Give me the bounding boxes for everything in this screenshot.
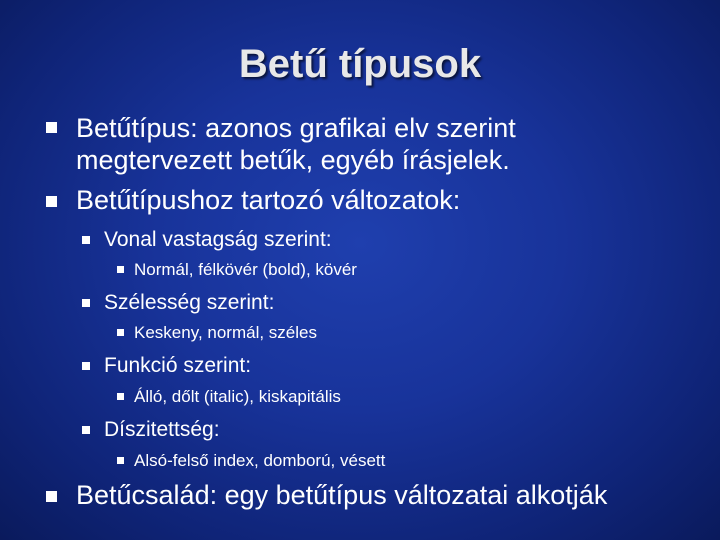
bullet-text: Betűtípushoz tartozó változatok:: [76, 185, 461, 215]
square-bullet-icon: [82, 299, 90, 307]
sub-bullet-text: Szélesség szerint:: [104, 291, 275, 314]
bullet-text: Betűcsalád: egy betűtípus változatai alkotják: [76, 480, 608, 510]
sub-sub-bullet-text: Normál, félkövér (bold), kövér: [134, 260, 357, 279]
square-bullet-icon: [117, 329, 124, 336]
slide-title: Betű típusok: [238, 42, 482, 86]
square-bullet-icon: [46, 491, 57, 502]
sub-bullet-text: Díszitettség:: [104, 418, 220, 441]
sub-bullet-text: Vonal vastagság szerint:: [104, 228, 332, 251]
square-bullet-icon: [117, 393, 124, 400]
square-bullet-icon: [46, 196, 57, 207]
square-bullet-icon: [117, 266, 124, 273]
bullet-text-continued: megtervezett betűk, egyéb írásjelek.: [76, 145, 510, 175]
square-bullet-icon: [117, 457, 124, 464]
sub-sub-bullet-text: Álló, dőlt (italic), kiskapitális: [134, 387, 341, 406]
sub-sub-bullet-text: Keskeny, normál, széles: [134, 323, 317, 342]
square-bullet-icon: [82, 362, 90, 370]
sub-bullet-text: Funkció szerint:: [104, 354, 252, 377]
square-bullet-icon: [82, 236, 90, 244]
square-bullet-icon: [46, 122, 57, 133]
square-bullet-icon: [82, 426, 90, 434]
bullet-text: Betűtípus: azonos grafikai elv szerint: [76, 113, 516, 143]
sub-sub-bullet-text: Alsó-felső index, domború, vésett: [134, 451, 386, 470]
